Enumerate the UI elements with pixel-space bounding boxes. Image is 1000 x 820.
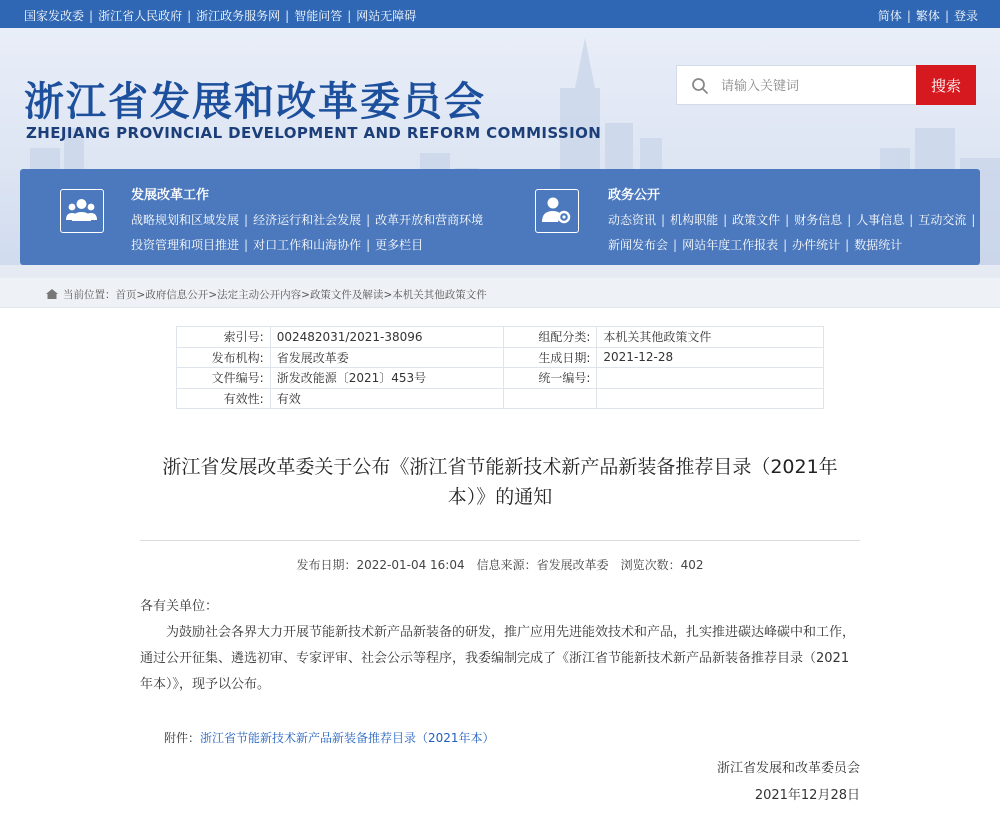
nav-link-case-stats[interactable]: 办件统计 [792, 238, 841, 252]
salutation: 各有关单位： [140, 599, 219, 614]
attachment [164, 729, 495, 746]
breadcrumb-prefix: 当前位置： [63, 289, 116, 301]
breadcrumb-info-open[interactable]: 政府信息公开 [145, 289, 209, 301]
nav-link-strategy[interactable]: 战略规划和区域发展 [131, 213, 240, 227]
breadcrumb-other-docs[interactable]: 本机关其他政策文件 [392, 289, 487, 301]
nav-left-line2: 投资管理和项目推进 | 对口工作和山海协作 | 更多栏目 [131, 238, 424, 252]
nav-left-line1: 战略规划和区域发展 | 经济运行和社会发展 | 改革开放和营商环境 [131, 213, 484, 227]
nav-link-news[interactable]: 动态资讯 [608, 213, 657, 227]
top-bar [0, 0, 1000, 28]
article-title-line1: 浙江省发展改革委关于公布《浙江省节能新技术新产品新装备推荐目录（2021年 [162, 456, 838, 478]
attachment-link[interactable]: 浙江省节能新技术新产品新装备推荐目录（2021年本） [200, 731, 495, 745]
meta-key: 生成日期: [503, 347, 597, 368]
link-login[interactable]: 登录 [953, 9, 978, 23]
nav-heading-gov-affairs[interactable]: 政务公开 [608, 188, 661, 203]
link-traditional[interactable]: 繁体 [915, 9, 940, 23]
nav-link-investment[interactable]: 投资管理和项目推进 [131, 238, 240, 252]
site-subtitle: ZHEJIANG PROVINCIAL DEVELOPMENT AND REFORM COMMISSION [26, 124, 602, 142]
breadcrumb: 当前位置：首页>政府信息公开>法定主动公开内容>政策文件及解读>本机关其他政策文件 [46, 287, 487, 302]
nav-link-reform[interactable]: 改革开放和营商环境 [375, 213, 484, 227]
nav-link-personnel[interactable]: 人事信息 [856, 213, 905, 227]
search-box [676, 65, 976, 105]
search-button[interactable]: 搜索 [916, 65, 976, 105]
search-input[interactable] [721, 74, 911, 98]
meta-value: 2021-12-28 [597, 347, 824, 368]
meta-value: 002482031/2021-38096 [270, 327, 503, 348]
link-accessibility[interactable]: 网站无障碍 [356, 9, 417, 23]
publish-date: 发布日期：2022-01-04 16:04 [296, 558, 465, 572]
article-title [140, 452, 860, 512]
nav-link-interaction[interactable]: 互动交流 [918, 213, 967, 227]
meta-value: 浙发改能源〔2021〕453号 [270, 368, 503, 389]
user-gear-icon [535, 189, 579, 233]
meta-key: 组配分类: [503, 327, 597, 348]
link-simplified[interactable]: 简体 [877, 9, 902, 23]
view-count: 浏览次数：402 [620, 558, 704, 572]
site-header [0, 28, 1000, 278]
meta-value: 省发展改革委 [270, 347, 503, 368]
breadcrumb-bar [0, 278, 1000, 308]
nav-link-data-stats[interactable]: 数据统计 [854, 238, 903, 252]
meta-key: 统一编号: [503, 368, 597, 389]
nav-link-press[interactable]: 新闻发布会 [608, 238, 669, 252]
body-paragraph: 为鼓励社会各界大力开展节能新技术新产品新装备的研发，推广应用先进能效技术和产品，扎实推进碳达峰碳中和工作，通过公开征集、遴选初审、专家评审、社会公示等程序，我委编制完成了《浙江省节能新技术新产品新装备推荐目录（2021年本）》，现予以公布。 [140, 625, 856, 692]
meta-key: 文件编号: [177, 368, 271, 389]
nav-link-annual-report[interactable]: 网站年度工作报表 [682, 238, 779, 252]
meta-value [597, 368, 824, 389]
link-ndrc[interactable]: 国家发改委 [24, 9, 85, 23]
table-row [177, 368, 824, 389]
people-icon [60, 189, 104, 233]
meta-key [503, 388, 597, 409]
article-title-line2: 本）》的通知 [447, 486, 553, 508]
meta-key: 有效性: [177, 388, 271, 409]
table-row [177, 347, 824, 368]
nav-band-base [0, 265, 1000, 278]
meta-key: 发布机构: [177, 347, 271, 368]
meta-value [597, 388, 824, 409]
nav-heading-dev-reform[interactable]: 发展改革工作 [131, 188, 210, 203]
nav-band [20, 169, 980, 265]
top-links: 国家发改委 | 浙江省人民政府 | 浙江政务服务网 | 智能问答 | 网站无障碍 [24, 9, 417, 23]
search-icon [691, 77, 709, 95]
info-source: 信息来源：省发展改革委 [476, 558, 609, 572]
link-zj-gov[interactable]: 浙江省人民政府 [98, 9, 183, 23]
nav-link-cooperation[interactable]: 对口工作和山海协作 [253, 238, 362, 252]
meta-key: 索引号: [177, 327, 271, 348]
nav-link-economy[interactable]: 经济运行和社会发展 [253, 213, 362, 227]
link-zj-service[interactable]: 浙江政务服务网 [196, 9, 281, 23]
table-row [177, 388, 824, 409]
link-smart-qa[interactable]: 智能问答 [294, 9, 343, 23]
nav-right-line2: 新闻发布会 | 网站年度工作报表 | 办件统计 | 数据统计 [608, 238, 903, 252]
nav-link-policy[interactable]: 政策文件 [732, 213, 781, 227]
breadcrumb-home[interactable]: 首页 [115, 289, 137, 301]
nav-link-functions[interactable]: 机构职能 [670, 213, 719, 227]
document-meta-table [176, 326, 824, 409]
nav-link-more[interactable]: 更多栏目 [375, 238, 424, 252]
nav-link-finance[interactable]: 财务信息 [794, 213, 843, 227]
title-divider [140, 540, 860, 541]
nav-right-line1: 动态资讯 | 机构职能 | 政策文件 | 财务信息 | 人事信息 | 互动交流 | [608, 213, 976, 227]
meta-value: 有效 [270, 388, 503, 409]
meta-value: 本机关其他政策文件 [597, 327, 824, 348]
table-row [177, 327, 824, 348]
article-info [140, 556, 860, 573]
attachment-label: 附件： [164, 731, 201, 745]
home-icon [46, 289, 58, 299]
signature-date: 2021年12月28日 [754, 788, 860, 803]
breadcrumb-policy-docs[interactable]: 政策文件及解读 [309, 289, 384, 301]
breadcrumb-statutory[interactable]: 法定主动公开内容 [217, 289, 302, 301]
site-title: 浙江省发展和改革委员会 [24, 79, 486, 125]
top-right-links: 简体 | 繁体 | 登录 [877, 9, 978, 23]
signature: 浙江省发展和改革委员会 [716, 761, 860, 776]
